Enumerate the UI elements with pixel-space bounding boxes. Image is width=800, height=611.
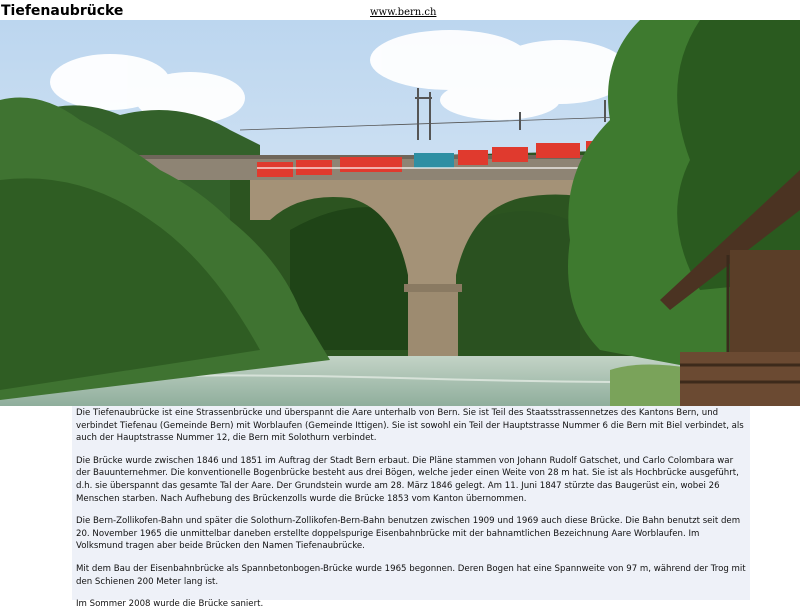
article-body: [72, 406, 750, 610]
page-title: Tiefenaubrücke: [1, 3, 124, 19]
article-paragraph: Mit dem Bau der Eisenbahnbrücke als Spannbetonbogen-Brücke wurde 1965 begonnen. Deren Bogen hat eine Spannweite von 97 m, während der Trog mit den Schienen 200 Meter lang ist.: [76, 563, 746, 587]
article-paragraph: Die Tiefenaubrücke ist eine Strassenbrücke und überspannt die Aare unterhalb von Bern. Sie ist Teil des Staatsstrassennetzes des Kantons Bern, und verbindet Tiefenau (Gemeinde Bern) mit Worblaufen (Gemeinde Ittigen). Sie ist sowohl ein Teil der Hauptstrasse Nummer 6 die Bern mit Biel verbindet, als auch der Hauptstrasse Nummer 12, die Bern mit Solothurn verbindet.: [76, 408, 744, 444]
article-paragraph: Die Brücke wurde zwischen 1846 und 1851 im Auftrag der Stadt Bern erbaut. Die Pläne stammen von Johann Rudolf Gatschet, und Carlo Colombara war der Bauunternehmer. Die konventionelle Bogenbrücke besteht aus drei Bögen, welche jeder einen Weite von 28 m hat. Sie ist als Hochbrücke ausgeführt, d.h. sie überspannt das gesamte Tal der Aare. Der Grundstein wurde am 28. März 1846 gelegt. Am 11. Juni 1847 stürzte das Baugerüst ein, wobei 26 Menschen starben. Nach Aufhebung des Brückenzolls wurde die Brücke 1853 vom Kanton übernommen.: [76, 455, 739, 504]
bridge-photo: [0, 20, 800, 406]
article-paragraph: Im Sommer 2008 wurde die Brücke saniert.: [76, 599, 264, 610]
site-link[interactable]: www.bern.ch: [370, 7, 437, 18]
article-paragraph: Die Bern-Zollikofen-Bahn und später die Solothurn-Zollikofen-Bern-Bahn benutzen zwischen 1909 und 1969 auch diese Brücke. Die Bahn benutzt seit dem 20. November 1965 die unmittelbar daneben erstellte doppelspurige Eisenbahnbrücke mit der bahnamtlichen Bezeichnung Aare Worblaufen. Im Volksmund tragen aber beide Brücken den Namen Tiefenaubrücke.: [76, 516, 741, 552]
